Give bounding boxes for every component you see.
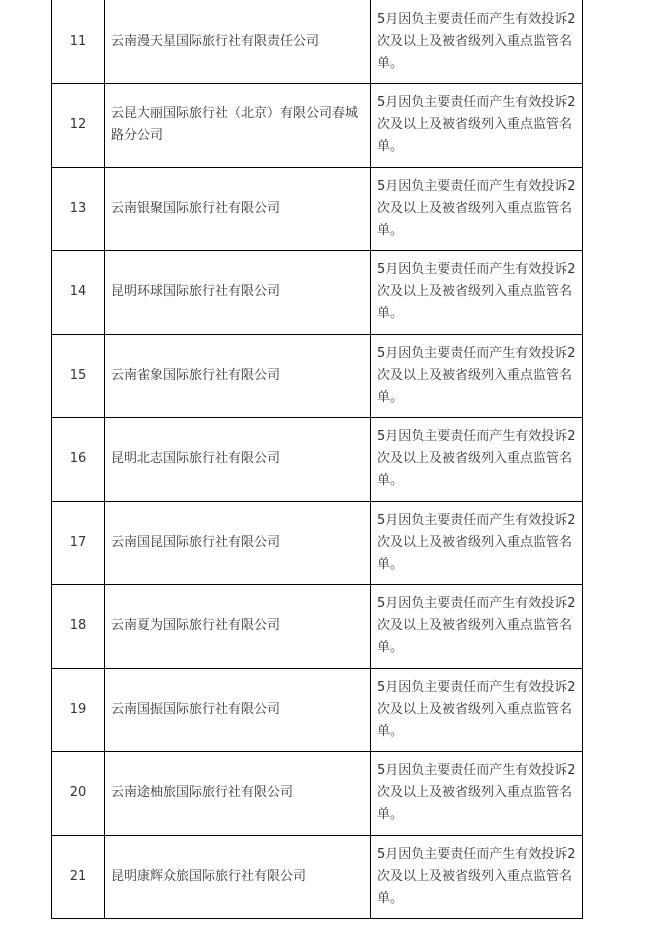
listing-reason: 5月因负主要责任而产生有效投诉2次及以上及被省级列入重点监管名单。 <box>371 501 583 585</box>
table-row <box>52 0 583 84</box>
table-row <box>52 501 583 585</box>
row-number: 20 <box>52 752 105 836</box>
supervision-list-table <box>51 0 582 919</box>
row-number: 17 <box>52 501 105 585</box>
company-name: 云南漫天星国际旅行社有限责任公司 <box>105 0 371 84</box>
table-row <box>52 835 583 919</box>
row-number: 11 <box>52 0 105 84</box>
table-row <box>52 418 583 502</box>
listing-reason: 5月因负主要责任而产生有效投诉2次及以上及被省级列入重点监管名单。 <box>371 585 583 669</box>
listing-reason: 5月因负主要责任而产生有效投诉2次及以上及被省级列入重点监管名单。 <box>371 752 583 836</box>
company-name: 云南途柚旅国际旅行社有限公司 <box>105 752 371 836</box>
table-body <box>52 0 583 919</box>
listing-reason: 5月因负主要责任而产生有效投诉2次及以上及被省级列入重点监管名单。 <box>371 167 583 251</box>
row-number: 18 <box>52 585 105 669</box>
company-name: 云南国昆国际旅行社有限公司 <box>105 501 371 585</box>
company-name: 云昆大丽国际旅行社（北京）有限公司春城路分公司 <box>105 84 371 168</box>
table-row <box>52 585 583 669</box>
table-row <box>52 251 583 335</box>
row-number: 19 <box>52 668 105 752</box>
listing-reason: 5月因负主要责任而产生有效投诉2次及以上及被省级列入重点监管名单。 <box>371 835 583 919</box>
company-name: 昆明康辉众旅国际旅行社有限公司 <box>105 835 371 919</box>
row-number: 13 <box>52 167 105 251</box>
company-name: 昆明北志国际旅行社有限公司 <box>105 418 371 502</box>
table-row <box>52 752 583 836</box>
row-number: 21 <box>52 835 105 919</box>
listing-reason: 5月因负主要责任而产生有效投诉2次及以上及被省级列入重点监管名单。 <box>371 334 583 418</box>
row-number: 15 <box>52 334 105 418</box>
listing-reason: 5月因负主要责任而产生有效投诉2次及以上及被省级列入重点监管名单。 <box>371 668 583 752</box>
company-name: 昆明环球国际旅行社有限公司 <box>105 251 371 335</box>
company-name: 云南夏为国际旅行社有限公司 <box>105 585 371 669</box>
company-name: 云南银聚国际旅行社有限公司 <box>105 167 371 251</box>
table-row <box>52 167 583 251</box>
table-row <box>52 334 583 418</box>
row-number: 16 <box>52 418 105 502</box>
company-name: 云南国振国际旅行社有限公司 <box>105 668 371 752</box>
row-number: 12 <box>52 84 105 168</box>
listing-reason: 5月因负主要责任而产生有效投诉2次及以上及被省级列入重点监管名单。 <box>371 0 583 84</box>
table <box>51 0 583 919</box>
table-row <box>52 668 583 752</box>
company-name: 云南雀象国际旅行社有限公司 <box>105 334 371 418</box>
listing-reason: 5月因负主要责任而产生有效投诉2次及以上及被省级列入重点监管名单。 <box>371 84 583 168</box>
listing-reason: 5月因负主要责任而产生有效投诉2次及以上及被省级列入重点监管名单。 <box>371 251 583 335</box>
table-row <box>52 84 583 168</box>
listing-reason: 5月因负主要责任而产生有效投诉2次及以上及被省级列入重点监管名单。 <box>371 418 583 502</box>
row-number: 14 <box>52 251 105 335</box>
